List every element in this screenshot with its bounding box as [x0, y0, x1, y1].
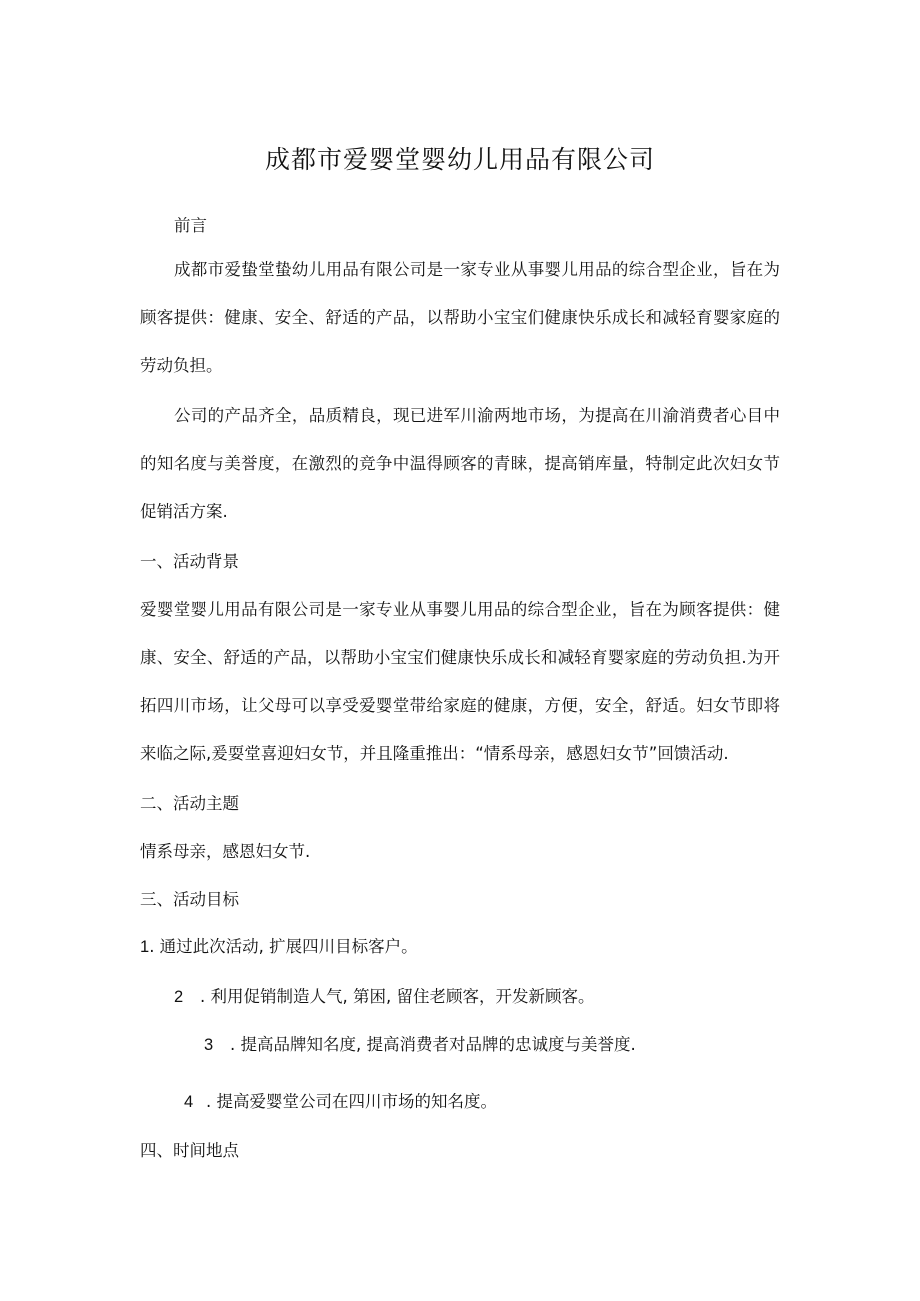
- section-1-heading: 一、活动背景: [140, 552, 239, 571]
- goal-number: 1: [140, 938, 150, 956]
- section-2-body: 情系母亲，感恩妇女节.: [140, 842, 311, 861]
- section-3-heading: 三、活动目标: [140, 890, 239, 909]
- preface-paragraph-2: 公司的产品齐全，品质精良，现已进军川渝两地市场，为提高在川渝消费者心目中的知名度与美誉度，在激烈的竞争中温得顾客的青睐，提高销库量，特制定此次妇女节促销活方案.: [140, 406, 780, 521]
- document-title: 成都市爱婴堂婴幼儿用品有限公司: [264, 145, 655, 174]
- goal-text: . 提高爱婴堂公司在四川市场的知名度。: [206, 1092, 497, 1111]
- preface-heading: 前言: [174, 216, 207, 235]
- goal-item-3: [204, 1033, 636, 1057]
- goal-number: 2: [174, 988, 184, 1006]
- goal-item-1: [140, 935, 418, 959]
- section-2-heading: 二、活动主题: [140, 794, 239, 813]
- goal-number: 3: [204, 1036, 214, 1054]
- goal-number: 4: [184, 1093, 194, 1111]
- goal-item-2: [174, 985, 594, 1009]
- goal-text: . 通过此次活动, 扩展四川目标客户。: [149, 937, 418, 956]
- goal-text: . 提高品牌知名度, 提高消费者对品牌的忠诚度与美誉度.: [230, 1035, 636, 1054]
- section-4-heading: 四、时间地点: [140, 1141, 239, 1160]
- goal-text: . 利用促销制造人气, 第困, 留住老顾客，开发新顾客。: [200, 987, 595, 1006]
- goal-item-4: [184, 1090, 497, 1114]
- section-1-body: 爱婴堂婴儿用品有限公司是一家专业从事婴儿用品的综合型企业，旨在为顾客提供：健康、安全、舒适的产品，以帮助小宝宝们健康快乐成长和减轻育婴家庭的劳动负担.为开拓四川市场，让父母可以享受爱婴堂带给家庭的健康，方便，安全，舒适。妇女节即将来临之际,爰耍堂喜迎妇女节，并且隆重推出：“情系母亲，感恩妇女节”回馈活动.: [140, 600, 780, 763]
- preface-paragraph-1: 成都市爱蛰堂蛰幼儿用品有限公司是一家专业从事婴儿用品的综合型企业，旨在为顾客提供：健康、安全、舒适的产品，以帮助小宝宝们健康快乐成长和减轻育婴家庭的劳动负担。: [140, 260, 780, 375]
